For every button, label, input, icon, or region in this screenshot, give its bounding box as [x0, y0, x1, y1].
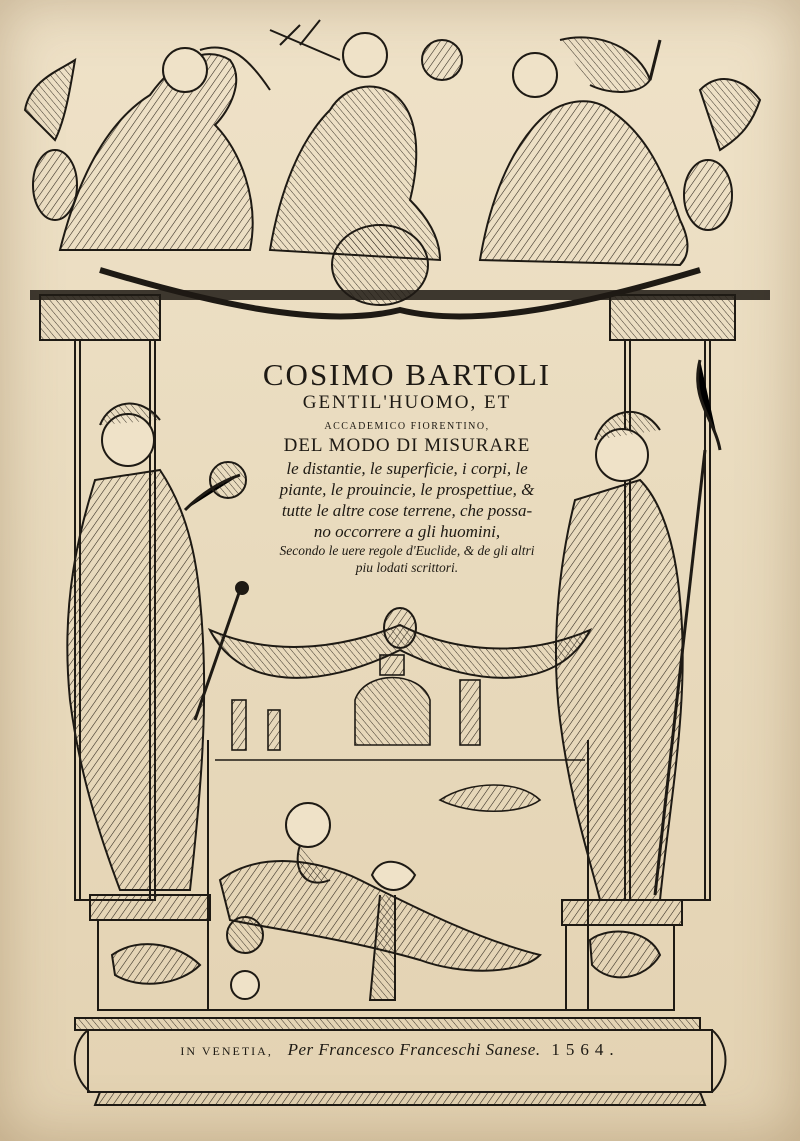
imprint-cartouche — [75, 1018, 726, 1105]
body-line: piante, le prouincie, le prospettiue, & — [279, 480, 535, 499]
imprint-line — [150, 1040, 650, 1060]
subtitle-line: Secondo le uere regole d'Euclide, & de gli altri — [279, 543, 535, 558]
body-line: tutte le altre cose terrene, che possa- — [281, 501, 533, 520]
top-allegorical-figures — [25, 20, 760, 316]
landscape-scene — [215, 655, 585, 811]
academy-line: ACCADEMICO FIORENTINO, — [324, 421, 490, 432]
subtitle-line: piu lodati scrittori. — [355, 560, 459, 575]
imprint-printer: Per Francesco Franceschi Sanese. — [287, 1040, 541, 1059]
imprint-place: IN VENETIA, — [180, 1044, 273, 1058]
right-standing-figure — [556, 360, 720, 900]
author-name: COSIMO BARTOLI — [262, 357, 552, 392]
author-title-line: GENTIL'HUOMO, ET — [302, 392, 512, 413]
imprint-year: 1564. — [551, 1040, 620, 1059]
work-title: DEL MODO DI MISURARE — [283, 435, 531, 456]
title-block — [246, 358, 568, 576]
body-line: no occorrere a gli huomini, — [313, 522, 501, 541]
body-line: le distantie, le superficie, i corpi, le — [286, 459, 528, 478]
reclining-river-god — [220, 803, 540, 1000]
